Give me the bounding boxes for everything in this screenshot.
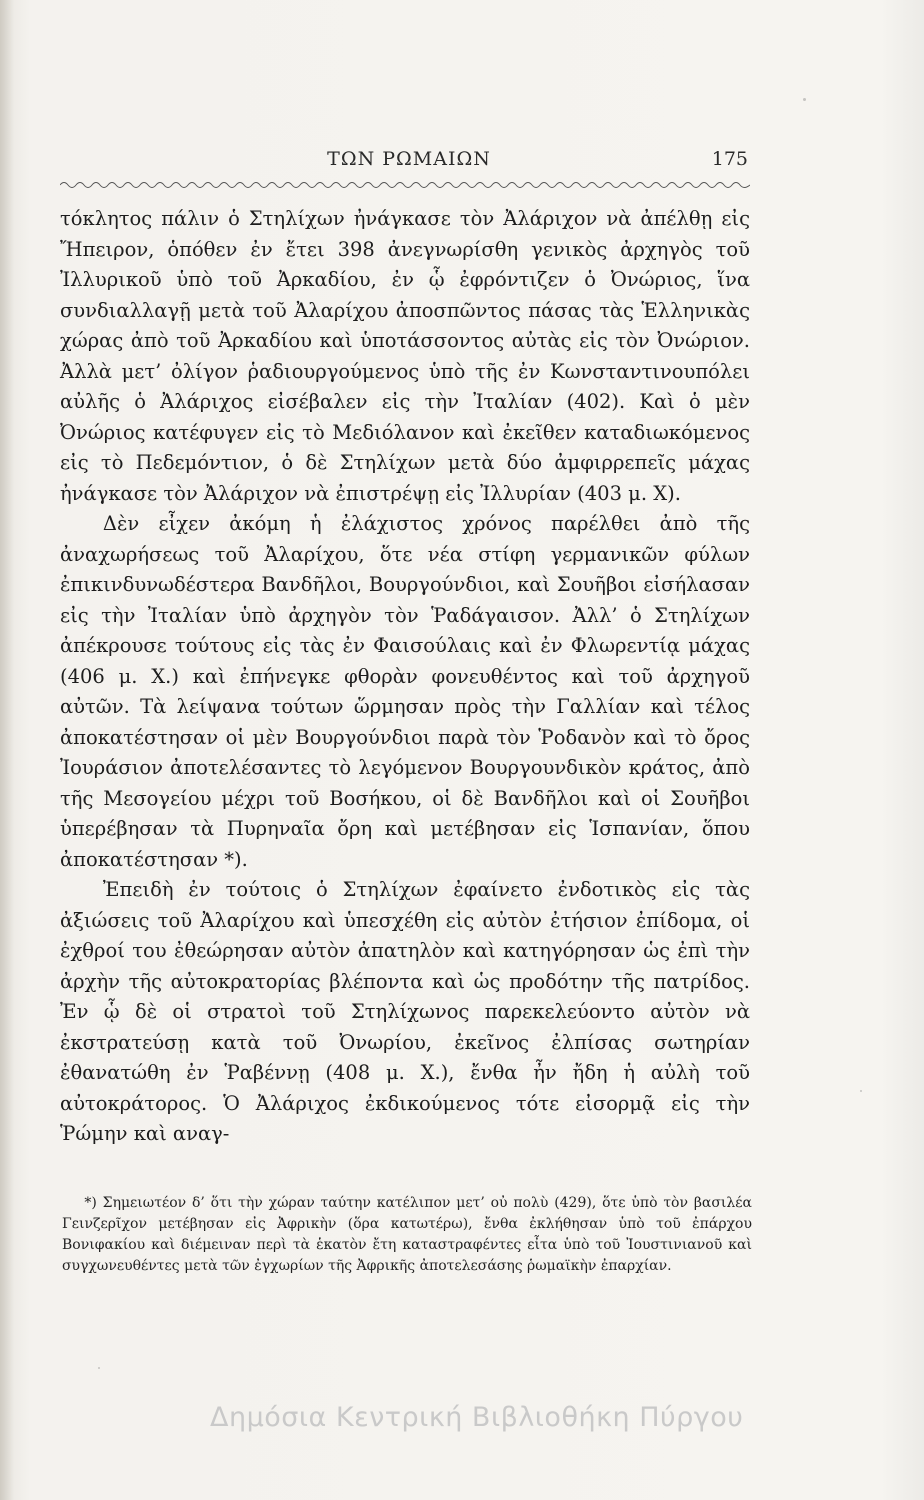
page-number: 175 <box>711 148 748 170</box>
library-watermark: Δημόσια Κεντρική Βιβλιοθήκη Πύργου <box>210 1402 744 1433</box>
footnote-text: *) Σημειωτέον δ’ ὅτι τὴν χώραν ταύτην κατέλιπον μετ’ οὐ πολὺ (429), ὅτε ὑπὸ τὸν βασιλέα Γεινζερῖχον μετέβησαν εἰς Ἀφρικὴν (ὅρα κατωτέρω), ἔνθα ἐκλήθησαν ὑπὸ τοῦ ἐπάρχου Βονιφακίου καὶ διέμειναν περὶ τὰ ἑκατὸν ἔτη καταστραφέντες εἶτα ὑπὸ τοῦ Ἰουστινιανοῦ καὶ συγχωνευθέντες μετὰ τῶν ἐγχωρίων τῆς Ἀφρικῆς ἀποτελεσάσης ῥωμαϊκὴν ἐπαρχίαν. <box>62 1195 752 1274</box>
paragraph-1: τόκλητος πάλιν ὁ Στηλίχων ἠνάγκασε τὸν Ἀλάριχον νὰ ἀπέλθῃ εἰς Ἤπειρον, ὁπόθεν ἐν ἔτει 398 ἀνεγνωρίσθη γενικὸς ἀρχηγὸς τοῦ Ἰλλυρικοῦ ὑπὸ τοῦ Ἀρκαδίου, ἐν ᾧ ἐφρόντιζεν ὁ Ὀνώριος, ἵνα συνδιαλλαγῇ μετὰ τοῦ Ἀλαρίχου ἀποσπῶντος πάσας τὰς Ἑλληνικὰς χώρας ἀπὸ τοῦ Ἀρκαδίου καὶ ὑποτάσσοντος αὐτὰς εἰς τὸν Ὀνώριον. Ἀλλὰ μετ’ ὀλίγον ῥαδιουργούμενος ὑπὸ τῆς ἐν Κωνσταντινουπόλει αὐλῆς ὁ Ἀλάριχος εἰσέβαλεν εἰς τὴν Ἰταλίαν (402). Καὶ ὁ μὲν Ὀνώριος κατέφυγεν εἰς τὸ Μεδιόλανον καὶ ἐκεῖθεν καταδιωκόμενος εἰς τὸ Πεδεμόντιον, ὁ δὲ Στηλίχων μετὰ δύο ἀμφιρρεπεῖς μάχας ἠνάγκασε τὸν Ἀλάριχον νὰ ἐπιστρέψῃ εἰς Ἰλλυρίαν (403 μ. Χ). <box>60 207 750 505</box>
ink-speck <box>860 1090 862 1092</box>
paragraph-2: Δὲν εἶχεν ἀκόμη ἡ ἐλάχιστος χρόνος παρέλθει ἀπὸ τῆς ἀναχωρήσεως τοῦ Ἀλαρίχου, ὅτε νέα στίφη γερμανικῶν φύλων ἐπικινδυνωδέστερα Βανδῆλοι, Βουργούνδιοι, καὶ Σουῆβοι εἰσήλασαν εἰς τὴν Ἰταλίαν ὑπὸ ἀρχηγὸν τὸν Ῥαδάγαισον. Ἀλλ’ ὁ Στηλίχων ἀπέκρουσε τούτους εἰς τὰς ἐν Φαισούλαις καὶ ἐν Φλωρεντίᾳ μάχας (406 μ. Χ.) καὶ ἐπήνεγκε φθορὰν φονευθέντος καὶ τοῦ ἀρχηγοῦ αὐτῶν. Τὰ λείψανα τούτων ὥρμησαν πρὸς τὴν Γαλλίαν καὶ τέλος ἀποκατέστησαν οἱ μὲν Βουργούνδιοι παρὰ τὸν Ῥοδανὸν καὶ τὸ ὄρος Ἰουράσιον ἀποτελέσαντες τὸ λεγόμενον Βουργουνδικὸν κράτος, ἀπὸ τῆς Μεσογείου μέχρι τοῦ Βοσήκου, οἱ δὲ Βανδῆλοι καὶ οἱ Σουῆβοι ὑπερέβησαν τὰ Πυρηναῖα ὄρη καὶ μετέβησαν εἰς Ἱσπανίαν, ὅπου ἀποκατέστησαν *). <box>60 512 750 871</box>
paragraph-3: Ἐπειδὴ ἐν τούτοις ὁ Στηλίχων ἐφαίνετο ἐνδοτικὸς εἰς τὰς ἀξιώσεις τοῦ Ἀλαρίχου καὶ ὑπεσχέθη εἰς αὐτὸν ἐτήσιον ἐπίδομα, οἱ ἐχθροί του ἐθεώρησαν αὐτὸν ἀπατηλὸν καὶ κατηγόρησαν ὡς ἐπὶ τὴν ἀρχὴν τῆς αὐτοκρατορίας βλέποντα καὶ ὡς προδότην τῆς πατρίδος. Ἐν ᾧ δὲ οἱ στρατοὶ τοῦ Στηλίχωνος παρεκελεύοντο αὐτὸν νὰ ἐκστρατεύσῃ κατὰ τοῦ Ὀνωρίου, ἐκεῖνος ἐλπίσας σωτηρίαν ἐθανατώθη ἐν Ῥαβέννῃ (408 μ. Χ.), ἔνθα ἦν ἤδη ἡ αὐλὴ τοῦ αὐτοκράτορος. Ὁ Ἀλάριχος ἐκδικούμενος τότε εἰσορμᾷ εἰς τὴν Ῥώμην καὶ αναγ- <box>60 878 750 1145</box>
ink-speck <box>803 98 806 101</box>
ink-speck <box>98 1367 100 1369</box>
running-title: ΤΩΝ ΡΩΜΑΙΩΝ <box>327 148 491 170</box>
footnote <box>62 1193 752 1277</box>
binding-gutter-shadow <box>0 0 14 1500</box>
running-head <box>70 148 748 178</box>
decorative-wavy-rule <box>60 178 750 192</box>
main-text <box>60 204 750 1150</box>
